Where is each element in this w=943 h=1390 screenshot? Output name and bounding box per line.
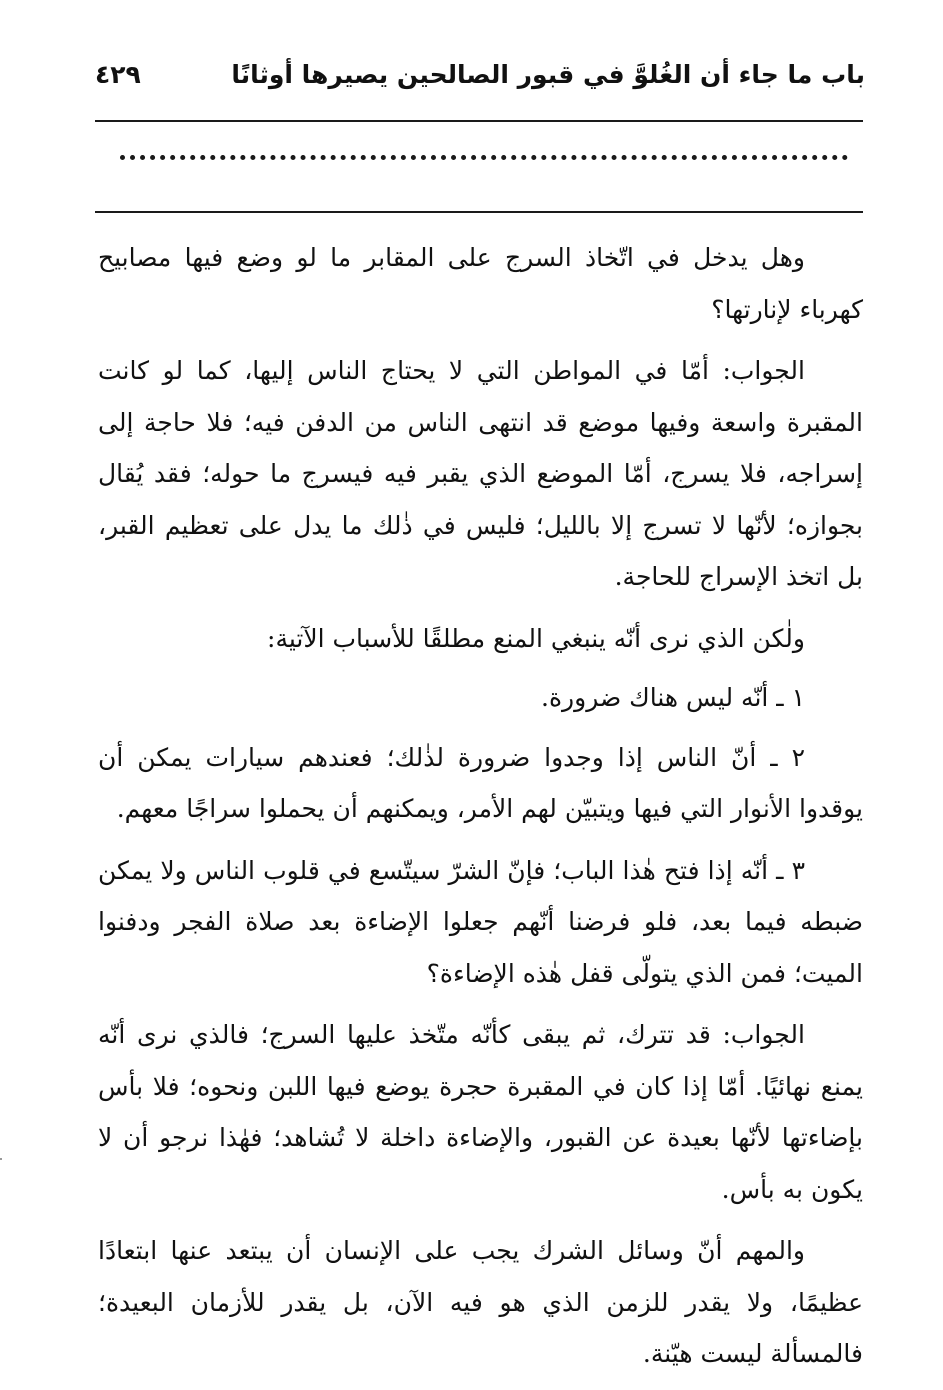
paragraph-answer-1: الجواب: أمّا في المواطن التي لا يحتاج الناس إليها، كما لو كانت المقبرة واسعة وفيها موضع قد انتهى الناس من الدفن فيه؛ فلا حاجة إلى إسراجه، فلا يسرج، أمّا الموضع الذي يقبر فيه فيسرج ما حوله؛ فقد يُقال بجوازه؛ لأنّها لا تسرج إلا بالليل؛ فليس في ذٰلك ما يدل على تعظيم القبر، بل اتخذ الإسراج للحاجة.	[98, 356, 863, 591]
body-text	[98, 232, 863, 1390]
omission-dots	[120, 155, 848, 160]
paragraph-reason-2: ٢ ـ أنّ الناس إذا وجدوا ضرورة لذٰلك؛ فعندهم سيارات يمكن أن يوقدوا الأنوار التي فيها ويتبيّن لهم الأمر، ويمكنهم أن يحملوا سراجًا معهم.	[98, 742, 863, 823]
paragraph-reason-1: ١ ـ أنّه ليس هناك ضرورة.	[541, 683, 805, 712]
paragraph-answer-2: الجواب: قد تترك، ثم يبقى كأنّه متّخذ عليها السرج؛ فالذي نرى أنّه يمنع نهائيًا. أمّا إذا كان في المقبرة حجرة يوضع فيها اللبن ونحوه؛ فلا بأس بإضاءتها لأنّها بعيدة عن القبور، والإضاءة داخلة لا تُشاهد؛ فهٰذا نرجو أن لا يكون به بأس.	[98, 1020, 863, 1204]
paragraph-reasons-intro: ولٰكن الذي نرى أنّه ينبغي المنع مطلقًا للأسباب الآتية:	[267, 623, 805, 653]
paragraph-question: وهل يدخل في اتّخاذ السرج على المقابر ما لو وضع فيها مصابيح كهرباء لإنارتها؟	[98, 243, 863, 324]
scan-speck	[0, 1158, 2, 1160]
running-title: باب ما جاء أن الغُلوَّ في قبور الصالحين يصيرها أوثانًا	[231, 60, 865, 89]
footnote-separator-rule	[95, 211, 863, 213]
header-rule	[95, 120, 863, 122]
page-header	[95, 52, 865, 102]
paragraph-reason-3: ٣ ـ أنّه إذا فتح هٰذا الباب؛ فإنّ الشرّ سيتّسع في قلوب الناس ولا يمكن ضبطه فيما بعد، فلو فرضنا أنّهم جعلوا الإضاءة بعد صلاة الفجر ودفنوا الميت؛ فمن الذي يتولّى قفل هٰذه الإضاءة؟	[98, 855, 863, 988]
paragraph-conclusion: والمهم أنّ وسائل الشرك يجب على الإنسان أن يبتعد عنها ابتعادًا عظيمًا، ولا يقدر للزمن الذي هو فيه الآن، بل يقدر للأزمان البعيدة؛ فالمسألة ليست هيّنة.	[98, 1236, 863, 1368]
page-number: ٤٢٩	[95, 60, 141, 89]
